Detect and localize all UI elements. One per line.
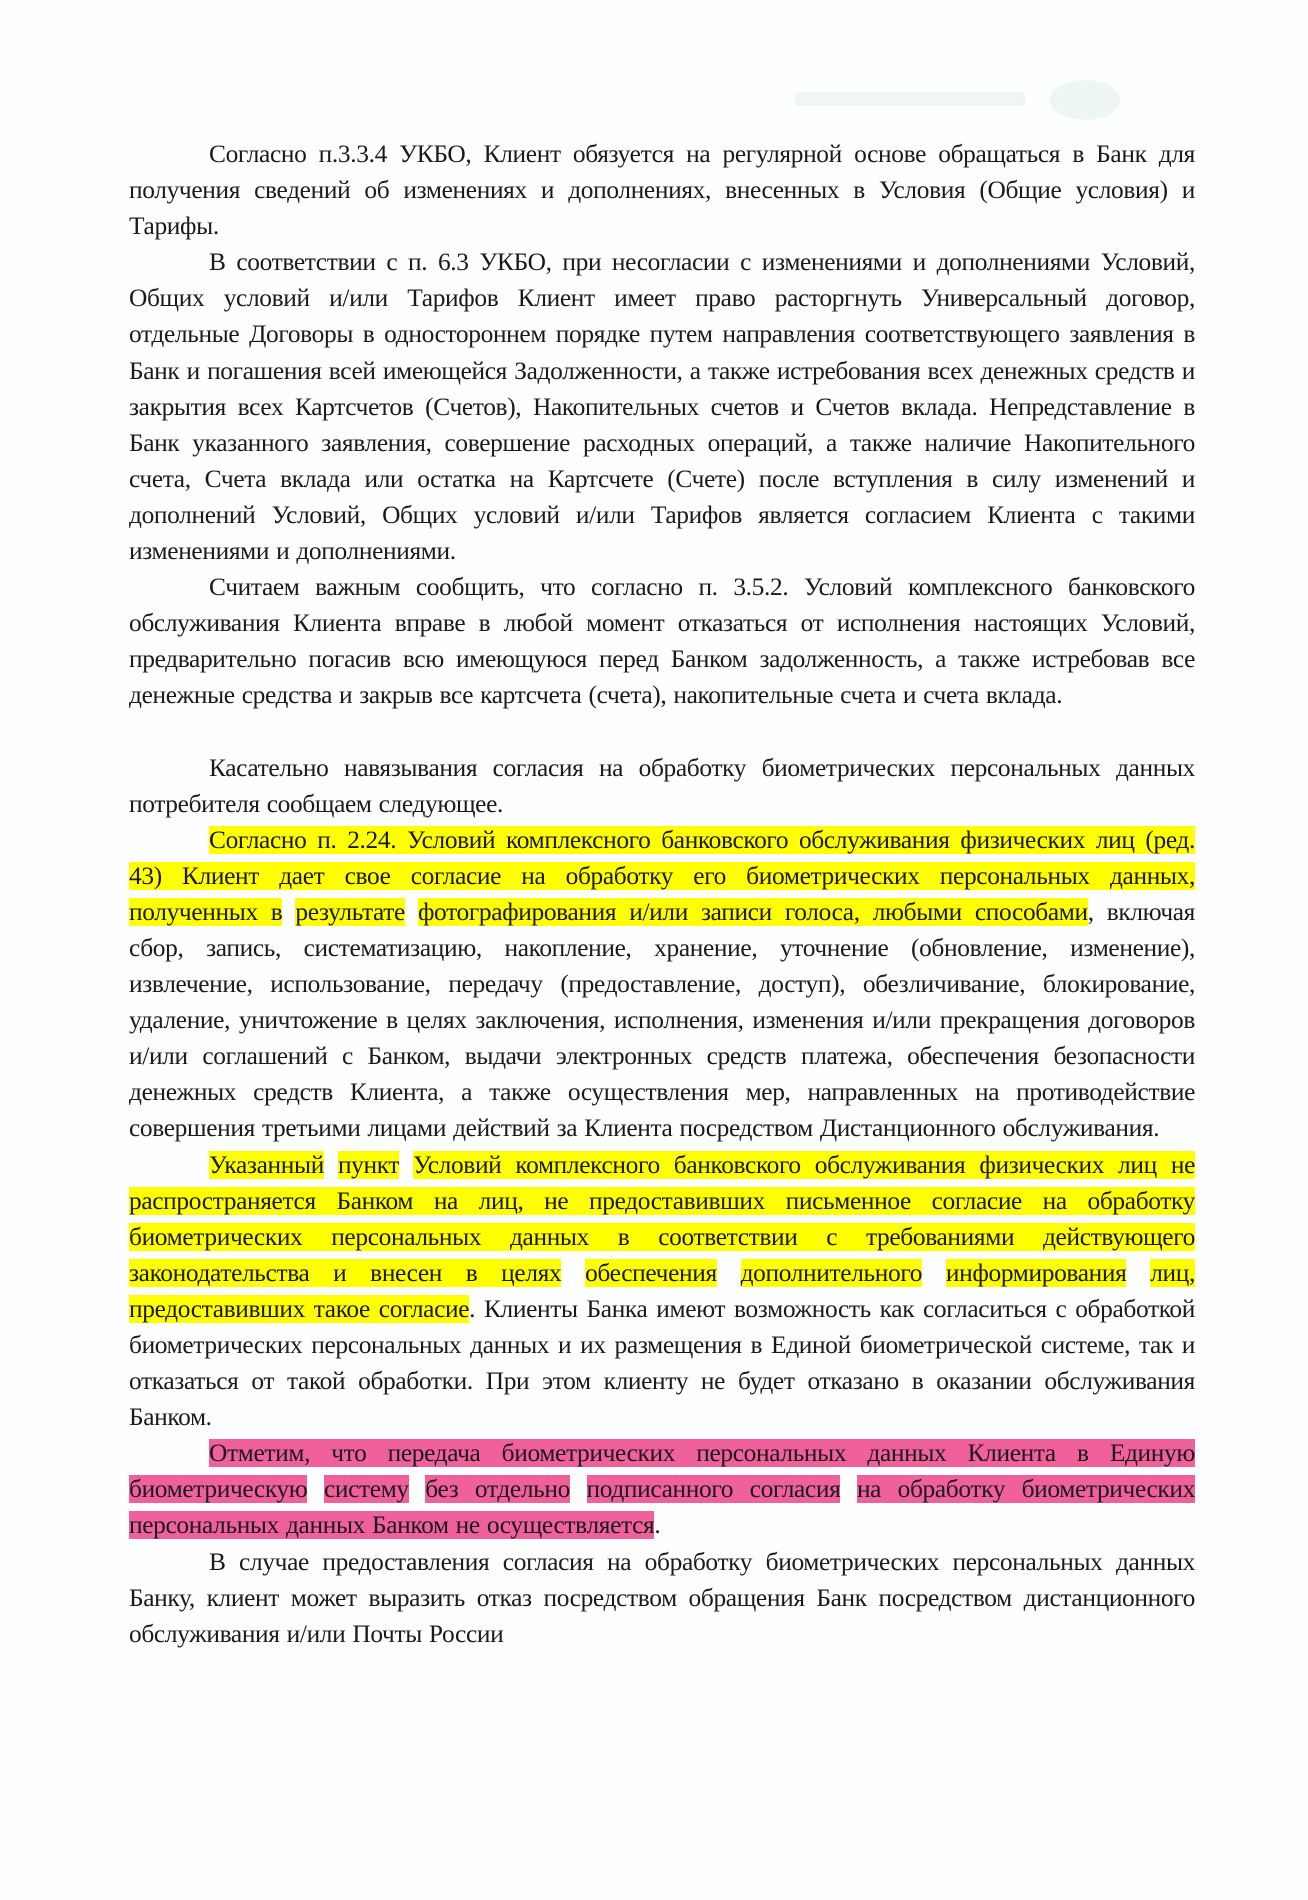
paragraph-text <box>307 1475 324 1503</box>
highlighted-text-yellow: Условий комплексного банковского обслуживания физических лиц не распространяется Банком на лиц, не предоставивших письменное согласие на обработку биометрических персональных данных в соответствии с требованиями действующего законодательства и внесен в целях <box>129 1150 1195 1287</box>
paragraph-p4 <box>129 750 1195 822</box>
paragraph-text: Касательно навязывания согласия на обработку биометрических персональных данных потребителя сообщаем следующее. <box>129 753 1195 818</box>
highlighted-text-pink: подписанного согласия <box>586 1475 841 1504</box>
paragraph-p5 <box>129 822 1195 1147</box>
paragraph-text <box>405 898 418 926</box>
highlighted-text-yellow: обеспечения <box>585 1258 717 1287</box>
highlighted-text-pink: систему <box>323 1475 409 1504</box>
bleed-through-logo-icon <box>1050 80 1120 120</box>
paragraph-text: Согласно п.3.3.4 УКБО, Клиент обязуется на регулярной основе обращаться в Банк для получения сведений об изменениях и дополнениях, внесенных в Условия (Общие условия) и Тарифы. <box>129 140 1195 241</box>
paragraph-text: . <box>654 1511 661 1540</box>
paragraph-text <box>1126 1259 1150 1287</box>
highlighted-text-yellow: Указанный <box>209 1150 324 1179</box>
bleed-through-logo <box>795 80 1135 120</box>
paragraph-p2 <box>129 244 1195 569</box>
paragraph-text: В соответствии с п. 6.3 УКБО, при несогласии с изменениями и дополнениями Условий, Общих условий и/или Тарифов Клиент имеет право расторгнуть Универсальный договор, отдельные Договоры в одностороннем порядке путем направления соответствующего заявления в Банк и погашения всей имеющейся Задолженности, а также истребования всех денежных средств и закрытия всех Картсчетов (Счетов), Накопительных счетов и Счетов вклада. Непредставление в Банк указанного заявления, совершение расходных операций, а также наличие Накопительного счета, Счета вклада или остатка на Картсчете (Счете) после вступления в силу изменений и дополнений Условий, Общих условий и/или Тарифов является согласием Клиента с такими изменениями и дополнениями. <box>129 248 1195 566</box>
paragraph-text <box>561 1259 585 1287</box>
highlighted-text-yellow: результате <box>295 897 405 926</box>
highlighted-text-yellow: Согласно п. 2.24. Условий комплексного банковского обслуживания физических лиц (ред. 43) Клиент дает свое согласие на обработку его биометрических персональных данных, <box>129 825 1195 890</box>
paragraph-text: , включая сбор, запись, систематизацию, накопление, хранение, уточнение (обновление, изменение), извлечение, использование, передачу (предоставление, доступ), обезличивание, блокирование, удаление, уничтожение в целях заключения, исполнения, изменения и/или прекращения договоров и/или соглашений с Банком, выдачи электронных средств платежа, обеспечения безопасности денежных средств Клиента, а также осуществления мер, направленных на противодействие совершения третьими лицами действий за Клиента посредством Дистанционного обслуживания. <box>129 897 1195 1143</box>
paragraph-p6 <box>129 1147 1195 1436</box>
highlighted-text-pink: Отметим, что передача биометрических персональных данных Клиента в Единую биометрическую <box>129 1439 1195 1504</box>
highlighted-text-pink: без отдельно <box>425 1475 570 1504</box>
paragraph-text <box>399 1151 413 1179</box>
highlighted-text-yellow: лиц, предоставивших такое согласие <box>129 1258 1196 1323</box>
highlighted-text-yellow: фотографирования и/или записи голоса, любыми способами <box>417 897 1088 926</box>
paragraph-p8 <box>129 1544 1195 1652</box>
paragraph-text <box>840 1475 857 1503</box>
paragraph-text: . Клиенты Банка имеют возможность как согласиться с обработкой биометрических персональных данных и их размещения в Единой биометрической системе, так и отказаться от такой обработки. При этом клиенту не будет отказано в оказании обслуживания Банком. <box>129 1294 1195 1432</box>
paragraph-p7 <box>129 1435 1195 1543</box>
letter-body <box>129 136 1195 1652</box>
paragraph-text <box>282 898 295 926</box>
paragraph-p3 <box>129 569 1195 713</box>
paragraph-text: В случае предоставления согласия на обработку биометрических персональных данных Банку, клиент может выразить отказ посредством обращения Банк посредством дистанционного обслуживания и/или Почты России <box>129 1547 1195 1648</box>
paragraph-text <box>324 1151 338 1179</box>
paragraph-text <box>717 1259 741 1287</box>
paragraph-text <box>570 1475 587 1503</box>
highlighted-text-pink: на обработку биометрических персональных данных Банком не осуществляется <box>129 1475 1195 1540</box>
paragraph-text <box>922 1259 946 1287</box>
highlighted-text-yellow: полученных в <box>129 897 283 926</box>
highlighted-text-yellow: дополнительного <box>740 1258 923 1287</box>
bleed-through-logo-text <box>795 92 1025 106</box>
paragraph-text: Считаем важным сообщить, что согласно п. 3.5.2. Условий комплексного банковского обслуживания Клиента вправе в любой момент отказаться от исполнения настоящих Условий, предварительно погасив всю имеющуюся перед Банком задолженность, а также истребовав все денежные средства и закрыв все картсчета (счета), накопительные счета и счета вклада. <box>129 573 1195 710</box>
paragraph-p1 <box>129 136 1195 244</box>
highlighted-text-yellow: информирования <box>945 1258 1127 1287</box>
paragraph-spacer <box>129 714 1195 750</box>
paragraph-text <box>409 1475 426 1503</box>
highlighted-text-yellow: пункт <box>337 1150 400 1179</box>
